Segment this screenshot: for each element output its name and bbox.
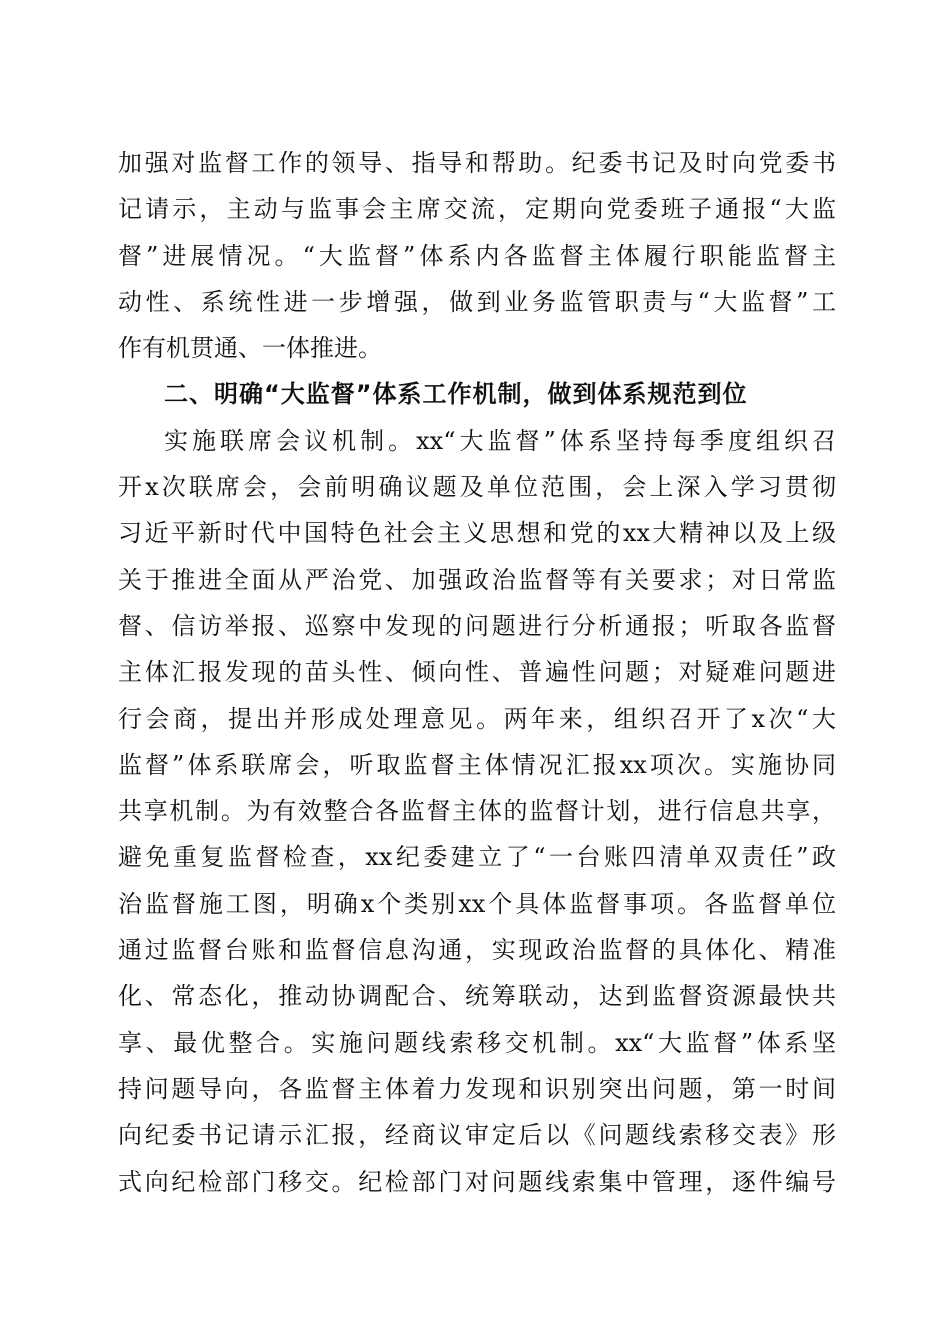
text-line: 加强对监督工作的领导、指导和帮助。纪委书记及时向党委书	[118, 149, 836, 177]
text-line: 督”进展情况。“大监督”体系内各监督主体履行职能监督主	[118, 241, 836, 270]
text-line: 主体汇报发现的苗头性、倾向性、普遍性问题；对疑难问题进	[118, 658, 836, 687]
text-line: 记请示，主动与监事会主席交流，定期向党委班子通报“大监	[118, 195, 836, 224]
text-line: 化、常态化，推动协调配合、统筹联动，达到监督资源最快共	[118, 982, 836, 1011]
text-line: 共享机制。为有效整合各监督主体的监督计划，进行信息共享，	[118, 797, 836, 826]
section-heading: 二、明确“大监督”体系工作机制，做到体系规范到位	[164, 380, 748, 409]
text-line: 监督”体系联席会，听取监督主体情况汇报xx项次。实施协同	[118, 750, 836, 779]
text-line: 督、信访举报、巡察中发现的问题进行分析通报；听取各监督	[118, 611, 836, 640]
text-line: 实施联席会议机制。xx“大监督”体系坚持每季度组织召	[164, 426, 836, 455]
text-line: 习近平新时代中国特色社会主义思想和党的xx大精神以及上级	[118, 519, 836, 548]
paragraph-1	[118, 140, 836, 371]
text-line: 动性、系统性进一步增强，做到业务监管职责与“大监督”工	[118, 287, 836, 316]
paragraph-2	[118, 418, 836, 1205]
text-line: 式向纪检部门移交。纪检部门对问题线索集中管理，逐件编号	[118, 1167, 836, 1196]
text-line: 避免重复监督检查，xx纪委建立了“一台账四清单双责任”政	[118, 843, 836, 872]
text-line: 关于推进全面从严治党、加强政治监督等有关要求；对日常监	[118, 565, 836, 594]
text-line: 作有机贯通、一体推进。	[118, 334, 382, 363]
text-line: 持问题导向，各监督主体着力发现和识别突出问题，第一时间	[118, 1074, 836, 1103]
document-page	[118, 140, 836, 1205]
text-line: 治监督施工图，明确x个类别xx个具体监督事项。各监督单位	[118, 889, 836, 918]
text-line: 开x次联席会，会前明确议题及单位范围，会上深入学习贯彻	[118, 473, 836, 502]
text-line: 行会商，提出并形成处理意见。两年来，组织召开了x次“大	[118, 704, 836, 733]
text-line: 向纪委书记请示汇报，经商议审定后以《问题线索移交表》形	[118, 1121, 836, 1150]
text-line: 通过监督台账和监督信息沟通，实现政治监督的具体化、精准	[118, 936, 836, 965]
text-line: 享、最优整合。实施问题线索移交机制。xx“大监督”体系坚	[118, 1028, 836, 1057]
